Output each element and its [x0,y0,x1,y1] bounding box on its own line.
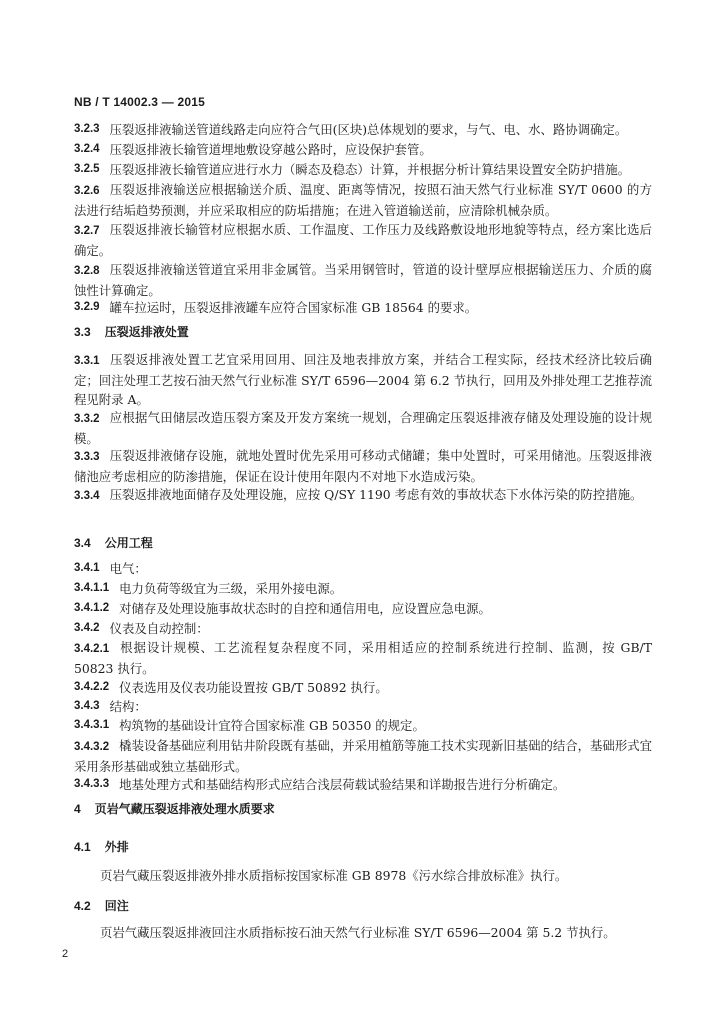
clause-3-4-2-2 [74,678,652,697]
section-heading-3-4 [74,534,652,553]
clause-number: 3.2.6 [74,185,100,197]
clause-number: 3.3.3 [74,451,100,463]
clause-number: 3.2.3 [74,123,100,135]
clause-number: 3.4.1.2 [74,602,110,614]
standard-header: NB / T 14002.3 — 2015 [74,95,205,109]
clause-3-4-1-1 [74,579,652,598]
clause-text: 压裂返排液长输管道应进行水力（瞬态及稳态）计算，并根据分析计算结果设置安全防护措施。 [109,162,630,177]
clause-number: 3.2.7 [74,225,100,237]
section-number: 4 [74,802,81,816]
section-heading-4-2 [74,897,652,916]
clause-3-2-4 [74,140,652,159]
clause-number: 3.2.9 [74,301,100,313]
section-title: 公用工程 [104,536,153,550]
section-number: 4.1 [74,840,91,854]
clause-3-2-3 [74,120,652,139]
section-number: 3.3 [74,325,91,339]
clause-text: 压裂返排液输送管道宜采用非金属管。当采用钢管时，管道的设计壁厚应根据输送压力、介质的腐蚀性计算确定。 [74,262,652,298]
clause-number: 3.4.2.1 [74,643,110,655]
section-title: 页岩气藏压裂返排液处理水质要求 [94,802,275,816]
clause-text: 压裂返排液输送管道线路走向应符合气田(区块)总体规划的要求，与气、电、水、路协调确定。 [109,122,628,137]
clause-number: 3.4.1 [74,562,100,574]
clause-3-2-9 [74,298,652,317]
clause-text: 构筑物的基础设计宜符合国家标准 GB 50350 的规定。 [119,718,425,733]
clause-number: 3.3.4 [74,490,100,502]
clause-text: 电力负荷等级宜为三级，采用外接电源。 [119,581,343,596]
section-heading-4 [74,800,652,819]
clause-text: 压裂返排液长输管道埋地敷设穿越公路时，应设保护套管。 [109,142,432,157]
clause-3-3-1 [74,350,652,409]
clause-3-4-1-2 [74,599,652,618]
section-title: 外排 [104,840,129,854]
clause-3-2-6 [74,180,652,220]
paragraph-4-1: 页岩气藏压裂返排液外排水质指标按国家标准 GB 8978《污水综合排放标准》执行。 [100,868,568,883]
clause-3-2-8 [74,260,652,300]
clause-3-4-3-3 [74,775,652,794]
clause-text: 罐车拉运时，压裂返排液罐车应符合国家标准 GB 18564 的要求。 [109,300,478,315]
clause-number: 3.2.5 [74,163,100,175]
section-number: 3.4 [74,536,91,550]
clause-text: 应根据气田储层改造压裂方案及开发方案统一规划，合理确定压裂返排液存储及处理设施的设计规模。 [74,410,652,446]
clause-3-4-2-1 [74,638,652,678]
clause-number: 3.4.3 [74,700,100,712]
clause-text: 仪表及自动控制： [109,621,209,636]
clause-number: 3.2.4 [74,143,100,155]
clause-number: 3.2.8 [74,265,100,277]
clause-text: 压裂返排液地面储存及处理设施，应按 Q/SY 1190 考虑有效的事故状态下水体污染的防控措施。 [109,487,643,502]
clause-3-4-3-2 [74,736,652,776]
clause-text: 结构： [109,699,147,714]
section-title: 回注 [104,899,129,913]
section-heading-3-3 [74,323,652,342]
clause-number: 3.4.2.2 [74,681,110,693]
clause-number: 3.3.2 [74,413,100,425]
clause-3-3-3 [74,446,652,486]
clause-3-4-3 [74,697,652,716]
clause-text: 压裂返排液输送应根据输送介质、温度、距离等情况，按照石油天然气行业标准 SY/T 0600 的方法进行结垢趋势预测，并应采取相应的防垢措施；在进入管道输送前，应清除机械杂质。 [74,182,652,218]
clause-text: 压裂返排液长输管材应根据水质、工作温度、工作压力及线路敷设地形地貌等特点，经方案比选后确定。 [74,222,652,258]
clause-3-2-7 [74,220,652,260]
clause-number: 3.4.1.1 [74,582,110,594]
clause-3-4-3-1 [74,716,652,735]
clause-number: 3.4.3.3 [74,778,110,790]
clause-text: 电气： [109,561,147,576]
clause-number: 3.4.2 [74,622,100,634]
clause-text: 橇装设备基础应利用钻井阶段既有基础，并采用植筋等施工技术实现新旧基础的结合，基础形式宜采用条形基础或独立基础形式。 [74,738,652,774]
section-heading-4-1 [74,838,652,857]
section-number: 4.2 [74,899,91,913]
section-title: 压裂返排液处置 [104,325,189,339]
page-number: 2 [62,948,69,960]
paragraph-4-2: 页岩气藏压裂返排液回注水质指标按石油天然气行业标准 SY/T 6596—2004 第 5.2 节执行。 [100,925,616,940]
clause-number: 3.4.3.1 [74,719,110,731]
clause-text: 地基处理方式和基础结构形式应结合浅层荷载试验结果和详勘报告进行分析确定。 [119,777,566,792]
clause-number: 3.3.1 [74,355,100,367]
clause-text: 压裂返排液储存设施，就地处置时优先采用可移动式储罐；集中处置时，可采用储池。压裂返排液储池应考虑相应的防渗措施，保证在设计使用年限内不对地下水造成污染。 [74,448,652,484]
clause-3-2-5 [74,160,652,179]
clause-3-3-4 [74,485,652,506]
clause-text: 仪表选用及仪表功能设置按 GB/T 50892 执行。 [119,680,388,695]
clause-3-3-2 [74,408,652,448]
clause-3-4-1 [74,559,652,578]
clause-text: 根据设计规模、工艺流程复杂程度不同，采用相适应的控制系统进行控制、监测，按 GB/T 50823 执行。 [74,640,652,676]
clause-text: 压裂返排液处置工艺宜采用回用、回注及地表排放方案，并结合工程实际，经技术经济比较后确定；回注处理工艺按石油天然气行业标准 SY/T 6596—2004 第 6.2 节执行，回用及外排处理工艺推荐流程见附录 A。 [74,352,652,407]
clause-text: 对储存及处理设施事故状态时的自控和通信用电，应设置应急电源。 [119,601,491,616]
clause-3-4-2 [74,619,652,638]
clause-number: 3.4.3.2 [74,741,110,753]
